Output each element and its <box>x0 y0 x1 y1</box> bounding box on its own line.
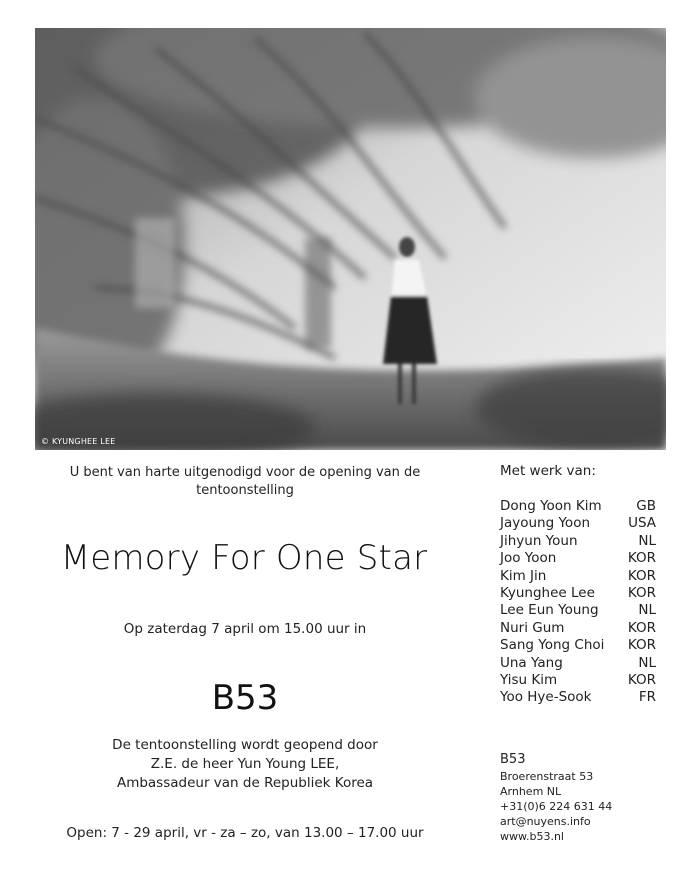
artist-country: GB <box>636 498 656 514</box>
photo-credit: © KYUNGHEE LEE <box>41 437 116 446</box>
artist-country: KOR <box>627 585 656 602</box>
contact-org: B53 <box>500 752 526 767</box>
artist-list <box>500 498 656 707</box>
contact-city: Arnhem NL <box>500 785 562 798</box>
contact-email-link[interactable]: art@nuyens.info <box>500 815 591 828</box>
artist-name: Yisu Kim <box>500 672 558 689</box>
artist-country: KOR <box>627 550 656 567</box>
opening-line-3: Ambassadeur van de Republiek Korea <box>116 775 374 791</box>
artist-country: KOR <box>627 672 656 689</box>
artist-item <box>500 498 656 515</box>
artist-name: Yoo Hye-Sook <box>500 689 592 706</box>
artist-name: Nuri Gum <box>500 619 565 636</box>
exhibition-title: Memory For One Star <box>60 538 428 578</box>
artist-country: NL <box>638 654 656 671</box>
artist-item <box>500 672 656 689</box>
contact-phone: +31(0)6 224 631 44 <box>500 800 613 813</box>
artist-name: Jayoung Yoon <box>500 515 591 532</box>
artist-item <box>500 550 656 567</box>
contact-street: Broerenstraat 53 <box>500 770 594 783</box>
artist-name: Una Yang <box>500 654 563 671</box>
artist-item <box>500 689 656 706</box>
invitation-line-2: tentoonstelling <box>196 483 294 498</box>
artist-country: KOR <box>627 567 656 584</box>
artist-item <box>500 620 656 637</box>
artist-name: Kim Jin <box>500 567 547 584</box>
photo-image <box>35 28 666 450</box>
contact-block <box>500 752 612 844</box>
artist-item <box>500 568 656 585</box>
artist-name: Lee Eun Young <box>500 602 599 619</box>
date-line: Op zaterdag 7 april om 15.00 uur in <box>123 621 367 637</box>
opening-line-1: De tentoonstelling wordt geopend door <box>112 737 378 753</box>
opening-text <box>50 736 440 793</box>
artists-heading: Met werk van: <box>500 463 596 479</box>
artist-name: Sang Yong Choi <box>500 637 605 654</box>
artist-country: NL <box>638 532 656 549</box>
opening-line-2: Z.E. de heer Yun Young LEE, <box>150 756 340 772</box>
venue-name: B53 <box>211 678 279 718</box>
artist-item <box>500 533 656 550</box>
artist-item <box>500 637 656 654</box>
artist-item <box>500 602 656 619</box>
artist-country: NL <box>638 602 656 619</box>
artist-name: Joo Yoon <box>500 550 557 567</box>
artist-item <box>500 515 656 532</box>
exhibition-photo <box>35 28 666 450</box>
artist-name: Jihyun Youn <box>500 532 578 549</box>
artist-country: KOR <box>627 637 656 654</box>
artist-country: FR <box>638 689 656 706</box>
artist-country: USA <box>628 515 656 532</box>
invitation-line-1: U bent van harte uitgenodigd voor de opening van de <box>69 465 421 480</box>
artist-country: KOR <box>627 619 656 636</box>
artist-name: Kyunghee Lee <box>500 585 595 602</box>
artist-item <box>500 585 656 602</box>
artist-item <box>500 655 656 672</box>
invitation-text <box>50 464 440 500</box>
contact-website-link[interactable]: www.b53.nl <box>500 830 564 843</box>
artist-name: Dong Yoon Kim <box>500 498 602 514</box>
opening-hours: Open: 7 - 29 april, vr - za – zo, van 13.00 – 17.00 uur <box>66 825 424 841</box>
